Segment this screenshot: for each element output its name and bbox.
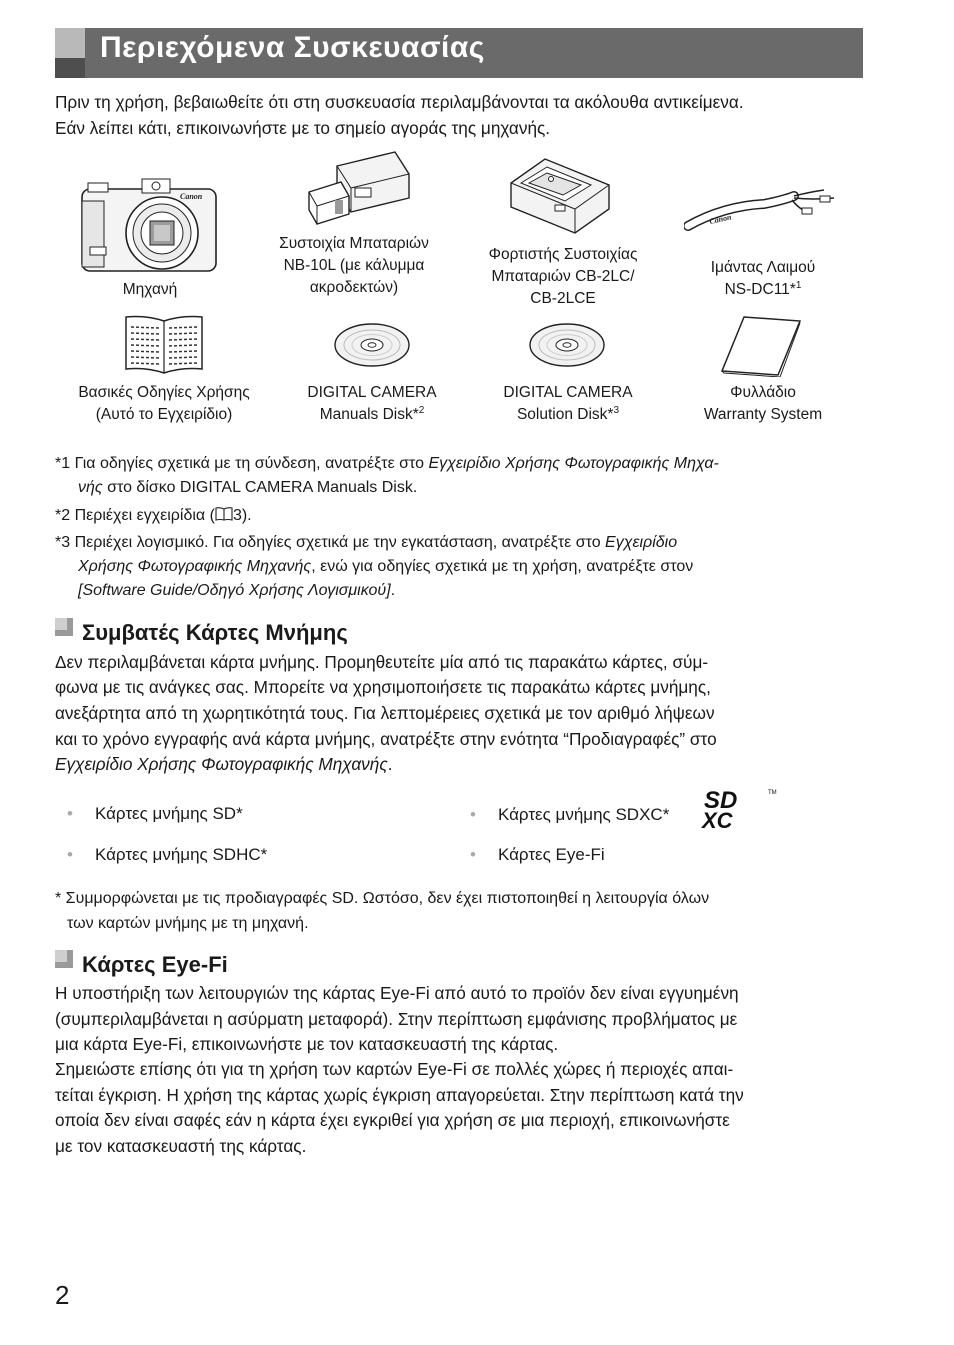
- warranty-booklet-icon: [720, 315, 804, 377]
- user-guide-icon: [122, 313, 206, 375]
- footnote-1-cont: νής στο δίσκο DIGITAL CAMERA Manuals Disk.: [78, 479, 418, 496]
- camera-brand-logo: Canon: [180, 192, 203, 201]
- footnote-1: *1 Για οδηγίες σχετικά με τη σύνδεση, ανατρέξτε στο Εγχειρίδιο Χρήσης Φωτογραφικής Μηχα-: [55, 455, 719, 472]
- memory-note-1: * Συμμορφώνεται με τις προδιαγραφές SD. Ωστόσο, δεν έχει πιστοποιηθεί η λειτουργία όλων: [55, 890, 710, 907]
- page-number: 2: [55, 1280, 70, 1310]
- sdxc-logo-bottom: XC: [702, 808, 733, 832]
- footnote-3-cont: Χρήσης Φωτογραφικής Μηχανής, ενώ για οδηγίες σχετικά με τη χρήση, ανατρέξτε στον: [78, 558, 694, 575]
- memory-text-3: ανεξάρτητα από τη χωρητικότητά τους. Για λεπτομέρειες σχετικά με τον αριθμό λήψεων: [55, 703, 715, 723]
- sdxc-tm-mark: TM: [768, 790, 777, 796]
- bullet-sdxc: • Κάρτες μνήμης SDXC*: [470, 805, 670, 824]
- intro-line-2: Εάν λείπει κάτι, επικοινωνήστε με το σημείο αγοράς της μηχανής.: [55, 118, 551, 138]
- caption-manuals-disk: DIGITAL CAMERA Manuals Disk*$^2$: [307, 384, 437, 423]
- eyefi-text-5: τείται έγκριση. Η χρήση της κάρτας χωρίς έγκριση απαγορεύεται. Στην περίπτωση κατά την: [55, 1085, 744, 1105]
- caption-charger: Φορτιστής Συστοιχίας Μπαταριών CB-2LC/ CB-2LCE: [488, 246, 638, 307]
- eyefi-text-6: οποία δεν είναι σαφές εάν η κάρτα έχει εγκριθεί για χρήση σε μια περιοχή, επικοινωνήστε: [55, 1110, 730, 1130]
- bullet-sd: • Κάρτες μνήμης SD*: [67, 804, 243, 823]
- battery-icon: [305, 148, 415, 228]
- section-marker-eyefi-light: [55, 950, 67, 962]
- neck-strap-icon: [684, 186, 840, 238]
- charger-icon: [505, 155, 615, 235]
- section-marker-light: [55, 618, 67, 630]
- footnote-3-cont2: [Software Guide/Οδηγό Χρήσης Λογισμικού].: [78, 582, 396, 599]
- title-decor-square: [55, 28, 85, 58]
- bullet-eyefi: • Κάρτες Eye-Fi: [470, 845, 605, 864]
- camera-icon: [80, 175, 220, 275]
- memory-text-2: φωνα με τις ανάγκες σας. Μπορείτε να χρησιμοποιήσετε τις παρακάτω κάρτες μνήμης,: [55, 677, 711, 697]
- page-title: Περιεχόμενα Συσκευασίας: [100, 31, 485, 64]
- strap-brand-logo: Canon: [708, 212, 733, 226]
- memory-text-4: και το χρόνο εγγραφής ανά κάρτα μνήμης, ανατρέξτε στην ενότητα “Προδιαγραφές” στο: [55, 729, 717, 749]
- eyefi-text-4: Σημειώστε επίσης ότι για τη χρήση των καρτών Eye-Fi σε πολλές χώρες ή περιοχές απαι-: [55, 1059, 734, 1079]
- eyefi-text-7: με τον κατασκευαστή της κάρτας.: [55, 1136, 307, 1156]
- solution-disk-icon: [528, 322, 606, 368]
- caption-strap: Ιμάντας Λαιμού NS-DC11*$^1$: [710, 259, 816, 298]
- caption-guide: Βασικές Οδηγίες Χρήσης (Αυτό το Εγχειρίδιο): [78, 384, 250, 423]
- memory-text-5: Εγχειρίδιο Χρήσης Φωτογραφικής Μηχανής.: [55, 754, 393, 774]
- footnote-2: *2 Περιέχει εγχειρίδια ( 3).: [55, 507, 252, 524]
- footnote-3: *3 Περιέχει λογισμικό. Για οδηγίες σχετικά με την εγκατάσταση, ανατρέξτε στο Εγχειρίδιο: [55, 534, 678, 551]
- sdxc-logo-top: SD: [704, 787, 738, 814]
- memory-heading: Συμβατές Κάρτες Μνήμης: [82, 620, 348, 645]
- caption-warranty: Φυλλάδιο Warranty System: [703, 384, 823, 423]
- title-decor-square-dark: [55, 58, 85, 78]
- book-reference-icon: [215, 507, 233, 521]
- intro-line-1: Πριν τη χρήση, βεβαιωθείτε ότι στη συσκευασία περιλαμβάνονται τα ακόλουθα αντικείμενα.: [55, 92, 744, 112]
- eyefi-heading: Κάρτες Eye-Fi: [82, 952, 228, 977]
- caption-solution-disk: DIGITAL CAMERA Solution Disk*$^3$: [503, 384, 633, 423]
- caption-battery: Συστοιχία Μπαταριών NB-10L (με κάλυμμα ακροδεκτών): [279, 235, 429, 296]
- sdxc-logo-icon: [700, 786, 780, 832]
- memory-text-1: Δεν περιλαμβάνεται κάρτα μνήμης. Προμηθευτείτε μία από τις παρακάτω κάρτες, σύμ-: [55, 652, 709, 672]
- caption-camera: Μηχανή: [122, 281, 178, 298]
- manuals-disk-icon: [333, 322, 411, 368]
- memory-note-2: των καρτών μνήμης με τη μηχανή.: [67, 915, 309, 932]
- eyefi-text-2: (συμπεριλαμβάνεται η ασύρματη μεταφορά). Στην περίπτωση εμφάνισης προβλήματος με: [55, 1009, 738, 1029]
- eyefi-text-3: μια κάρτα Eye-Fi, επικοινωνήστε με τον κατασκευαστή της κάρτας.: [55, 1034, 559, 1054]
- bullet-sdhc: • Κάρτες μνήμης SDHC*: [67, 845, 268, 864]
- eyefi-text-1: Η υποστήριξη των λειτουργιών της κάρτας Eye-Fi από αυτό το προϊόν δεν είναι εγγυημένη: [55, 983, 739, 1003]
